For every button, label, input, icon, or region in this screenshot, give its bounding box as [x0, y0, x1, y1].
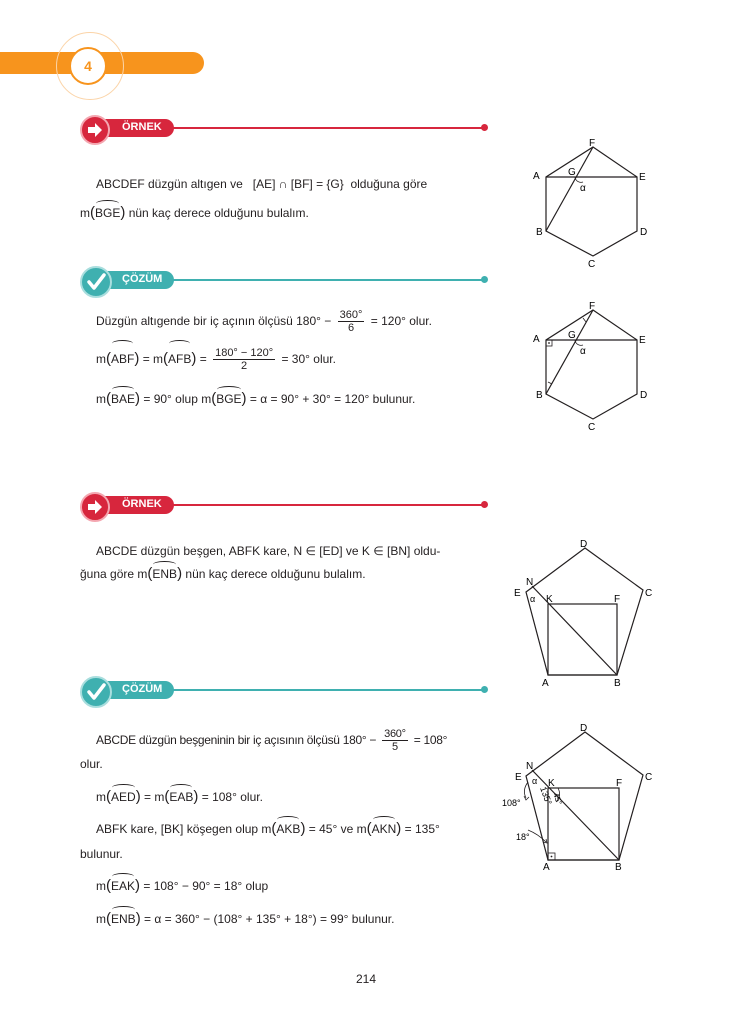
hex1-label-d: D [640, 227, 648, 238]
cozum-line [170, 279, 484, 281]
fraction: $\frac{180^\circ - 120^\circ}{2}$ [215, 347, 274, 373]
ornek-label: ÖRNEK [122, 121, 162, 133]
cozum-banner-1 [80, 266, 490, 298]
cozum-line-dot [481, 276, 488, 283]
cozum-line [170, 689, 484, 691]
example1-line1: ABCDEF düzgün altıgen ve [AE] ∩ [BF] = {G} olduğuna göre [96, 177, 428, 191]
solution2-line1: ABCDE düzgün beşgeninin bir iç açısının ölçüsü 180° − $\frac{360^\circ}{5}$ = 108° [96, 728, 448, 754]
hex1-label-e: E [639, 172, 646, 183]
solution2-line3b: bulunur. [80, 847, 123, 861]
pent2-label-e: E [515, 772, 522, 783]
solution1-line2: m(ABF) = m(AFB) = $\frac{180^\circ - 120^\circ}{2}$ = 30° olur. [96, 345, 336, 373]
pent2-angle-135: 135° [538, 785, 554, 807]
pent2-angle-108: 108° [502, 798, 521, 808]
hex2-label-f: F [589, 301, 596, 312]
fraction: $\frac{360^\circ}{6}$ [339, 309, 363, 335]
pent2-label-a: A [543, 862, 550, 872]
pent2-label-f: F [616, 778, 623, 789]
ornek-line-dot [481, 124, 488, 131]
pent1-label-c: C [645, 588, 653, 599]
pent1-label-f: F [614, 594, 621, 605]
solution1-line1: Düzgün altıgende bir iç açının ölçüsü 180° − $\frac{360^\circ}{6}$ = 120° olur. [96, 309, 432, 335]
cozum-label: ÇÖZÜM [122, 273, 163, 285]
ornek-banner-2 [80, 492, 490, 522]
hex2-label-c: C [588, 422, 596, 433]
hex2-label-a: A [533, 334, 540, 345]
arrow-icon [80, 492, 110, 522]
page-number: 214 [356, 972, 377, 986]
pent1-alpha: α [530, 594, 536, 604]
pent2-label-d: D [580, 723, 588, 734]
pent2-label-b: B [615, 862, 622, 872]
chapter-badge [69, 47, 107, 85]
checkmark-icon [80, 266, 112, 298]
hex2-label-b: B [536, 390, 543, 401]
ornek-label: ÖRNEK [122, 498, 162, 510]
pent2-label-c: C [645, 772, 653, 783]
pentagon-figure-2 [498, 722, 658, 872]
example2-line2: ğuna göre m(ENB) nün kaç derece olduğunu bulalım. [80, 565, 366, 582]
pent1-label-a: A [542, 678, 549, 688]
ornek-line [170, 127, 484, 129]
hexagon-figure-1 [528, 135, 658, 270]
cozum-label: ÇÖZÜM [122, 683, 163, 695]
example2-line1: ABCDE düzgün beşgen, ABFK kare, N ∈ [ED] ve K ∈ [BN] oldu- [96, 544, 441, 558]
ornek-line [170, 504, 484, 506]
pent1-label-n: N [526, 577, 534, 588]
solution2-line4: m(EAK) = 108° − 90° = 18° olup [96, 877, 269, 894]
pent2-alpha: α [532, 776, 538, 786]
pent2-label-k: K [548, 778, 555, 789]
checkmark-icon [80, 676, 112, 708]
solution1-line3: m(BAE) = 90° olup m(BGE) = α = 90° + 30° = 120° bulunur. [96, 390, 416, 407]
pent1-label-d: D [580, 539, 588, 550]
pent1-label-k: K [546, 594, 553, 605]
example1-line2: m(BGE) nün kaç derece olduğunu bulalım. [80, 204, 309, 221]
hexagon-figure-2 [528, 298, 658, 433]
arrow-icon [80, 115, 110, 145]
solution2-line3: ABFK kare, [BK] köşegen olup m(AKB) = 45° ve m(AKN) = 135° [96, 820, 440, 837]
hex1-label-g: G [568, 167, 576, 178]
fraction: $\frac{360^\circ}{5}$ [384, 728, 406, 754]
pent2-label-n: N [526, 761, 534, 772]
chapter-number: 4 [84, 58, 92, 74]
hex1-label-f: F [589, 138, 596, 149]
hex2-alpha: α [580, 346, 586, 357]
cozum-line-dot [481, 686, 488, 693]
hex1-label-b: B [536, 227, 543, 238]
pent2-angle-18: 18° [516, 832, 530, 842]
pent1-label-b: B [614, 678, 621, 688]
solution2-line1b: olur. [80, 757, 103, 771]
pentagon-figure-1 [508, 538, 658, 688]
hex1-alpha: α [580, 183, 586, 194]
pent2-angle-45: 45° [551, 791, 564, 807]
hex2-label-d: D [640, 390, 648, 401]
solution2-line2: m(AED) = m(EAB) = 108° olur. [96, 788, 263, 805]
ornek-banner-1 [80, 115, 490, 145]
ornek-line-dot [481, 501, 488, 508]
solution2-line5: m(ENB) = α = 360° − (108° + 135° + 18°) = 99° bulunur. [96, 910, 395, 927]
hex2-label-e: E [639, 335, 646, 346]
hex1-label-a: A [533, 171, 540, 182]
pent1-label-e: E [514, 588, 521, 599]
hex2-label-g: G [568, 330, 576, 341]
cozum-banner-2 [80, 676, 490, 708]
hex1-label-c: C [588, 259, 596, 270]
